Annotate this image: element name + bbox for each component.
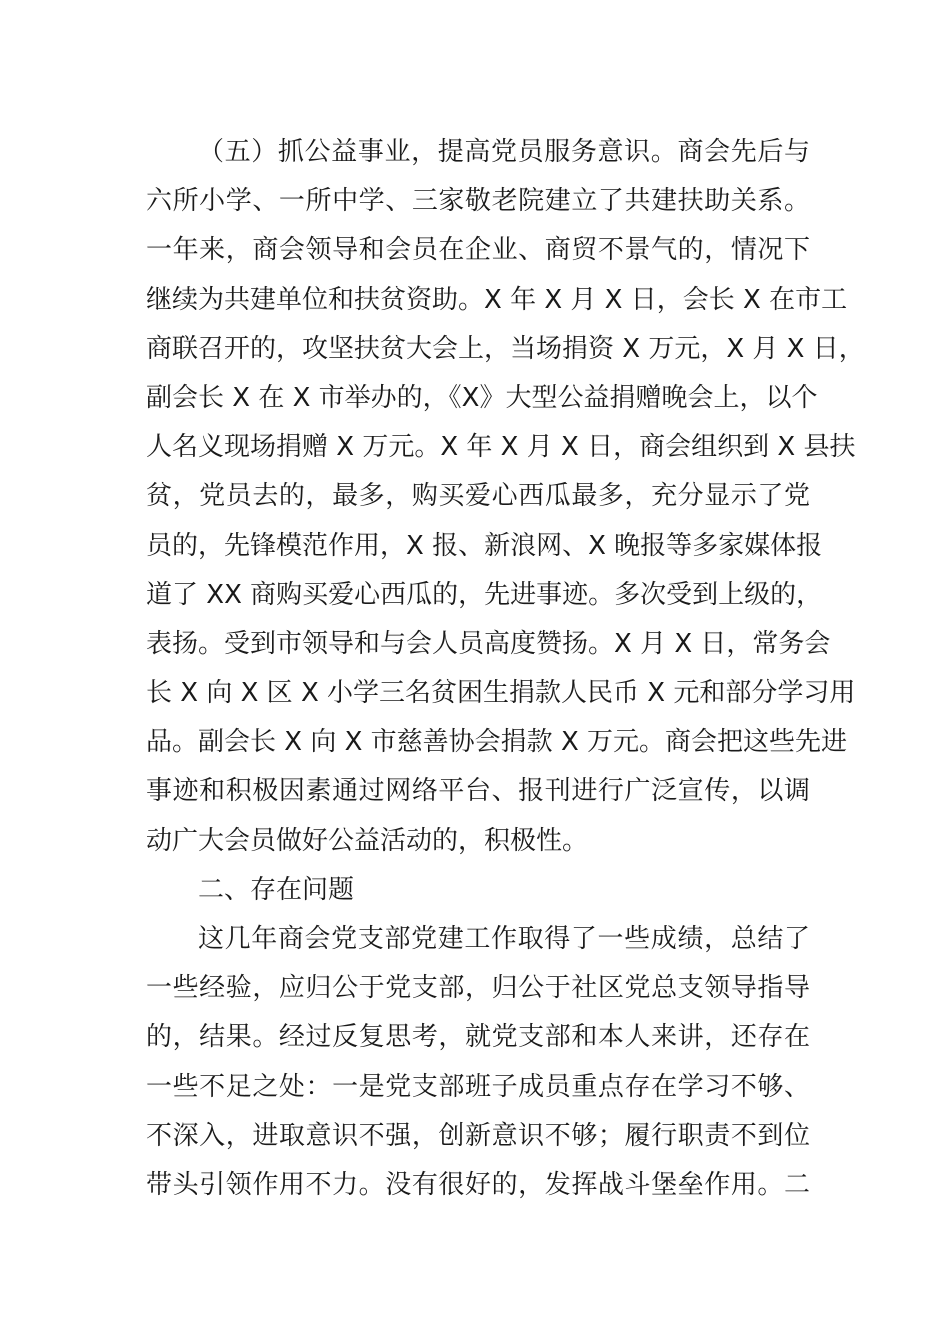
text-line: 品。副会长 X 向 X 市慈善协会捐款 X 万元。商会把这些先进 bbox=[146, 727, 848, 758]
text-line: 的，结果。经过反复思考，就党支部和本人来讲，还存在 bbox=[146, 1022, 810, 1053]
text-line: 继续为共建单位和扶贫资助。X 年 X 月 X 日，会长 X 在市工 bbox=[146, 284, 848, 315]
text-line: 一些经验，应归公于党支部，归公于社区党总支领导指导 bbox=[146, 973, 810, 1004]
body-text bbox=[146, 128, 865, 1210]
text-line: 二、存在问题 bbox=[198, 874, 355, 905]
text-line: 这几年商会党支部党建工作取得了一些成绩，总结了 bbox=[198, 924, 810, 954]
text-line: 商联召开的，攻坚扶贫大会上，当场捐资 X 万元，X 月 X 日， bbox=[146, 333, 865, 364]
text-line: 员的，先锋模范作用，X 报、新浪网、X 晚报等多家媒体报 bbox=[146, 530, 823, 561]
text-line: 道了 XX 商购买爱心西瓜的，先进事迹。多次受到上级的， bbox=[146, 579, 823, 610]
text-line: 不深入，进取意识不强，创新意识不够；履行职责不到位 bbox=[146, 1120, 810, 1151]
text-line: 副会长 X 在 X 市举办的，《X》大型公益捐赠晚会上，以个 bbox=[146, 382, 818, 413]
text-line: 一些不足之处：一是党支部班子成员重点存在学习不够、 bbox=[146, 1071, 810, 1102]
text-line: 贫，党员去的，最多，购买爱心西瓜最多，充分显示了党 bbox=[146, 481, 810, 512]
text-line: 表扬。受到市领导和与会人员高度赞扬。X 月 X 日，常务会 bbox=[146, 628, 831, 659]
text-line: 六所小学、一所中学、三家敬老院建立了共建扶助关系。 bbox=[146, 186, 810, 217]
text-line: 事迹和积极因素通过网络平台、报刊进行广泛宣传，以调 bbox=[146, 776, 810, 807]
text-line: （五）抓公益事业，提高党员服务意识。商会先后与 bbox=[198, 137, 810, 167]
text-line: 长 X 向 X 区 X 小学三名贫困生捐款人民币 X 元和部分学习用 bbox=[146, 678, 856, 709]
text-line: 人名义现场捐赠 X 万元。X 年 X 月 X 日，商会组织到 X 县扶 bbox=[146, 432, 856, 463]
text-line: 动广大会员做好公益活动的，积极性。 bbox=[146, 825, 589, 856]
text-line: 一年来，商会领导和会员在企业、商贸不景气的，情况下 bbox=[146, 235, 810, 266]
text-line: 带头引领作用不力。没有很好的，发挥战斗堡垒作用。二 bbox=[146, 1169, 810, 1200]
